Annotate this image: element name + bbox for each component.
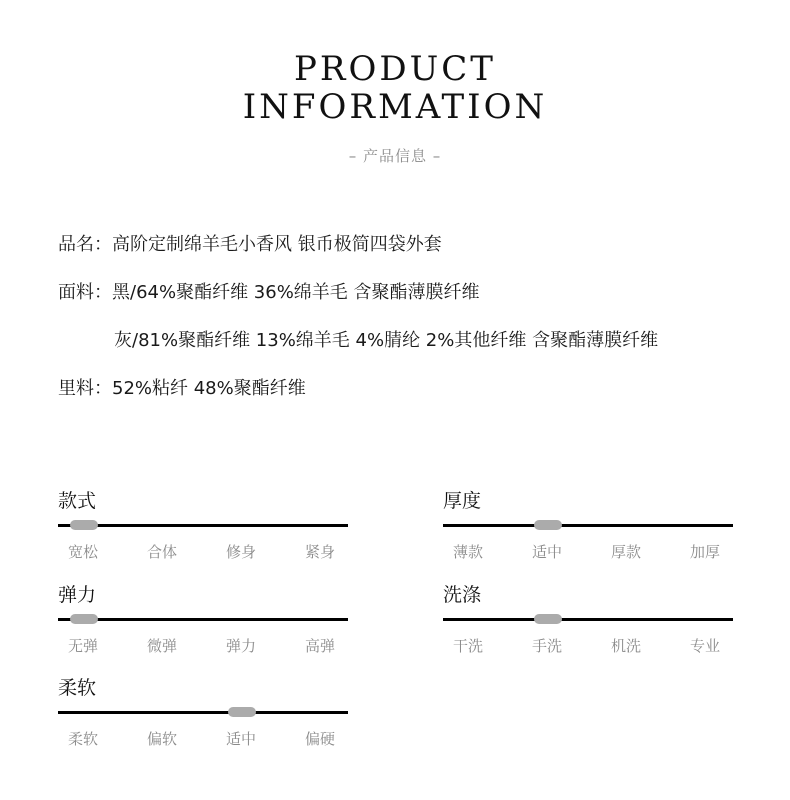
title-line-1: PRODUCT: [294, 49, 496, 89]
attr-washing-option: 手洗: [532, 637, 563, 655]
attr-thickness-option: 加厚: [690, 543, 721, 561]
attr-washing-title: 洗涤: [443, 584, 482, 606]
fabric-value-1: 黑/64%聚酯纤维 36%绵羊毛 含聚酯薄膜纤维: [112, 282, 480, 303]
name-label: 品名：: [58, 234, 112, 255]
fabric-value-2: 灰/81%聚酯纤维 13%绵羊毛 4%腈纶 2%其他纤维 含聚酯薄膜纤维: [114, 330, 659, 351]
attr-elasticity-track: [58, 618, 348, 621]
attr-thickness-option: 适中: [532, 543, 563, 561]
info-row-name: [58, 232, 442, 258]
title-line-2: INFORMATION: [242, 87, 548, 127]
attr-softness-knob: [228, 707, 256, 717]
attr-elasticity: [58, 583, 348, 663]
attr-softness-option: 适中: [226, 730, 257, 748]
attr-washing: [443, 583, 733, 663]
attr-style-option: 宽松: [68, 543, 99, 561]
attr-washing-track: [443, 618, 733, 621]
attr-softness-option: 偏软: [147, 730, 178, 748]
lining-label: 里料：: [58, 378, 112, 399]
attr-elasticity-option: 无弹: [68, 637, 99, 655]
page-subtitle: – 产品信息 –: [348, 147, 442, 165]
attr-style-option: 合体: [147, 543, 178, 561]
attr-thickness: [443, 489, 733, 569]
attr-thickness-option: 薄款: [453, 543, 484, 561]
attr-softness-option: 偏硬: [305, 730, 336, 748]
attr-elasticity-option: 弹力: [226, 637, 257, 655]
attr-elasticity-option: 微弹: [147, 637, 178, 655]
attr-elasticity-knob: [70, 614, 98, 624]
attr-elasticity-title: 弹力: [58, 584, 97, 606]
attr-style-option: 紧身: [305, 543, 336, 561]
attr-thickness-track: [443, 524, 733, 527]
attr-elasticity-option: 高弹: [305, 637, 336, 655]
page-header: [0, 50, 790, 166]
attr-style-knob: [70, 520, 98, 530]
attr-washing-option: 干洗: [453, 637, 484, 655]
info-row-fabric-2: [114, 328, 658, 354]
attr-thickness-option: 厚款: [611, 543, 642, 561]
attr-washing-option: 机洗: [611, 637, 642, 655]
lining-value: 52%粘纤 48%聚酯纤维: [112, 378, 306, 399]
fabric-label: 面料：: [58, 282, 112, 303]
name-value: 高阶定制绵羊毛小香风 银币极简四袋外套: [112, 234, 442, 255]
attr-thickness-knob: [534, 520, 562, 530]
attr-style-option: 修身: [226, 543, 257, 561]
attr-style-title: 款式: [58, 490, 97, 512]
attr-style-track: [58, 524, 348, 527]
attr-washing-knob: [534, 614, 562, 624]
info-row-lining: [58, 376, 306, 402]
attr-style: [58, 489, 348, 569]
attr-softness-track: [58, 711, 348, 714]
attr-softness: [58, 676, 348, 756]
attr-softness-title: 柔软: [58, 677, 97, 699]
attr-softness-option: 柔软: [68, 730, 99, 748]
info-row-fabric: [58, 280, 480, 306]
attr-thickness-title: 厚度: [443, 490, 482, 512]
attr-washing-option: 专业: [690, 637, 721, 655]
